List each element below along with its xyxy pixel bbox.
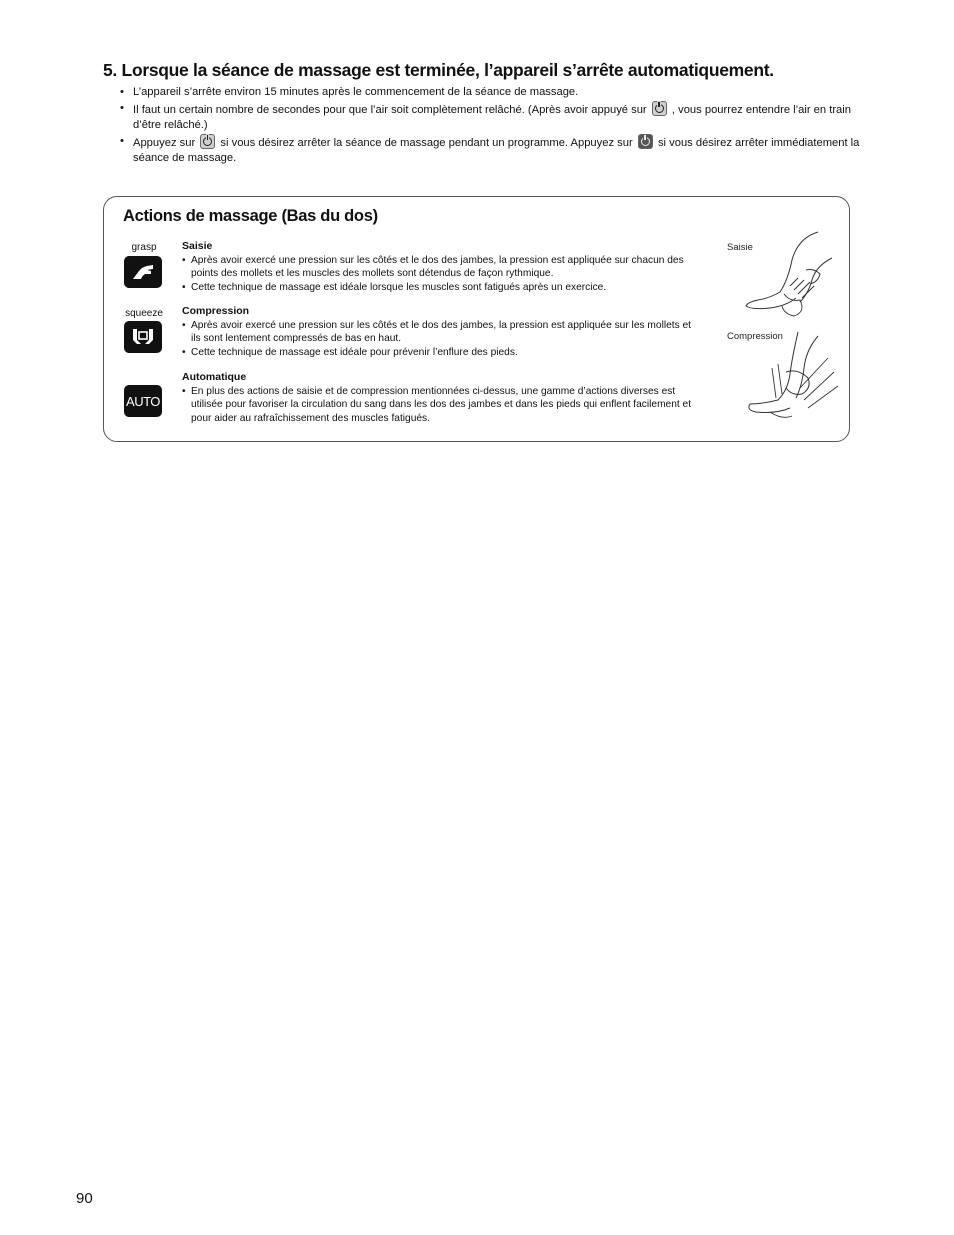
item-text: Après avoir exercé une pression sur les côtés et le dos des jambes, la pression est appliquée sur chacun des points des mollets et les muscles des mollets sont détendus de façon rythmique. bbox=[191, 255, 684, 280]
item-text: Cette technique de massage est idéale lorsque les muscles sont fatigués après un exercice. bbox=[191, 281, 607, 293]
auto-icon: AUTO bbox=[124, 385, 162, 417]
note-text: Il faut un certain nombre de secondes pour que l’air soit complètement relâché. (Après avoir appuyé sur bbox=[133, 103, 647, 116]
squeeze-label: squeeze bbox=[125, 308, 163, 319]
list-item bbox=[182, 281, 702, 294]
step-title: 5. Lorsque la séance de massage est terminée, l’appareil s’arrête automatiquement. bbox=[103, 60, 774, 80]
step-notes bbox=[120, 85, 860, 167]
section-heading: Automatique bbox=[182, 371, 247, 383]
list-item bbox=[182, 385, 702, 425]
stop-button-icon bbox=[638, 134, 653, 149]
squeeze-icon bbox=[124, 321, 162, 353]
note-text: Appuyez sur bbox=[133, 136, 196, 149]
note-text: L’appareil s’arrête environ 15 minutes après le commencement de la séance de massage. bbox=[133, 86, 579, 98]
panel-title: Actions de massage (Bas du dos) bbox=[123, 207, 378, 225]
list-item bbox=[182, 254, 702, 280]
section-saisie bbox=[182, 240, 702, 294]
note-text: si vous désirez arrêter immédiatement la séance de massage. bbox=[133, 136, 860, 164]
page-number: 90 bbox=[76, 1190, 93, 1207]
item-text: Cette technique de massage est idéale pour prévenir l’enflure des pieds. bbox=[191, 346, 518, 358]
grasp-icon bbox=[124, 256, 162, 288]
compression-figure-label: Compression bbox=[727, 331, 783, 342]
note-text: , vous pourrez entendre l’air en train d’être relâché.) bbox=[133, 103, 851, 131]
grasp-label: grasp bbox=[131, 242, 157, 253]
item-text: Après avoir exercé une pression sur les côtés et le dos des jambes, la pression est appliquée sur les mollets et ils sont lentement compressés de bas en haut. bbox=[191, 320, 692, 345]
note-text: si vous désirez arrêter la séance de massage pendant un programme. Appuyez sur bbox=[220, 136, 633, 149]
saisie-leg-illustration bbox=[740, 230, 840, 320]
section-automatique bbox=[182, 371, 702, 425]
section-compression bbox=[182, 305, 702, 359]
saisie-figure-label: Saisie bbox=[727, 242, 753, 253]
note-item bbox=[120, 85, 860, 101]
note-item bbox=[120, 101, 860, 134]
compression-leg-illustration bbox=[742, 328, 842, 424]
power-button-icon bbox=[652, 101, 667, 116]
note-item bbox=[120, 134, 860, 167]
list-item bbox=[182, 346, 702, 359]
item-text: En plus des actions de saisie et de compression mentionnées ci-dessus, une gamme d’actions diverses est utilisée pour favoriser la circulation du sang dans les dos des jambes et dans les pieds qui enflent facilement et pour aider au rafraîchissement des muscles fatigués. bbox=[191, 386, 692, 424]
list-item bbox=[182, 319, 702, 345]
section-heading: Saisie bbox=[182, 240, 213, 252]
power-button-icon bbox=[200, 134, 215, 149]
section-heading: Compression bbox=[182, 305, 250, 317]
